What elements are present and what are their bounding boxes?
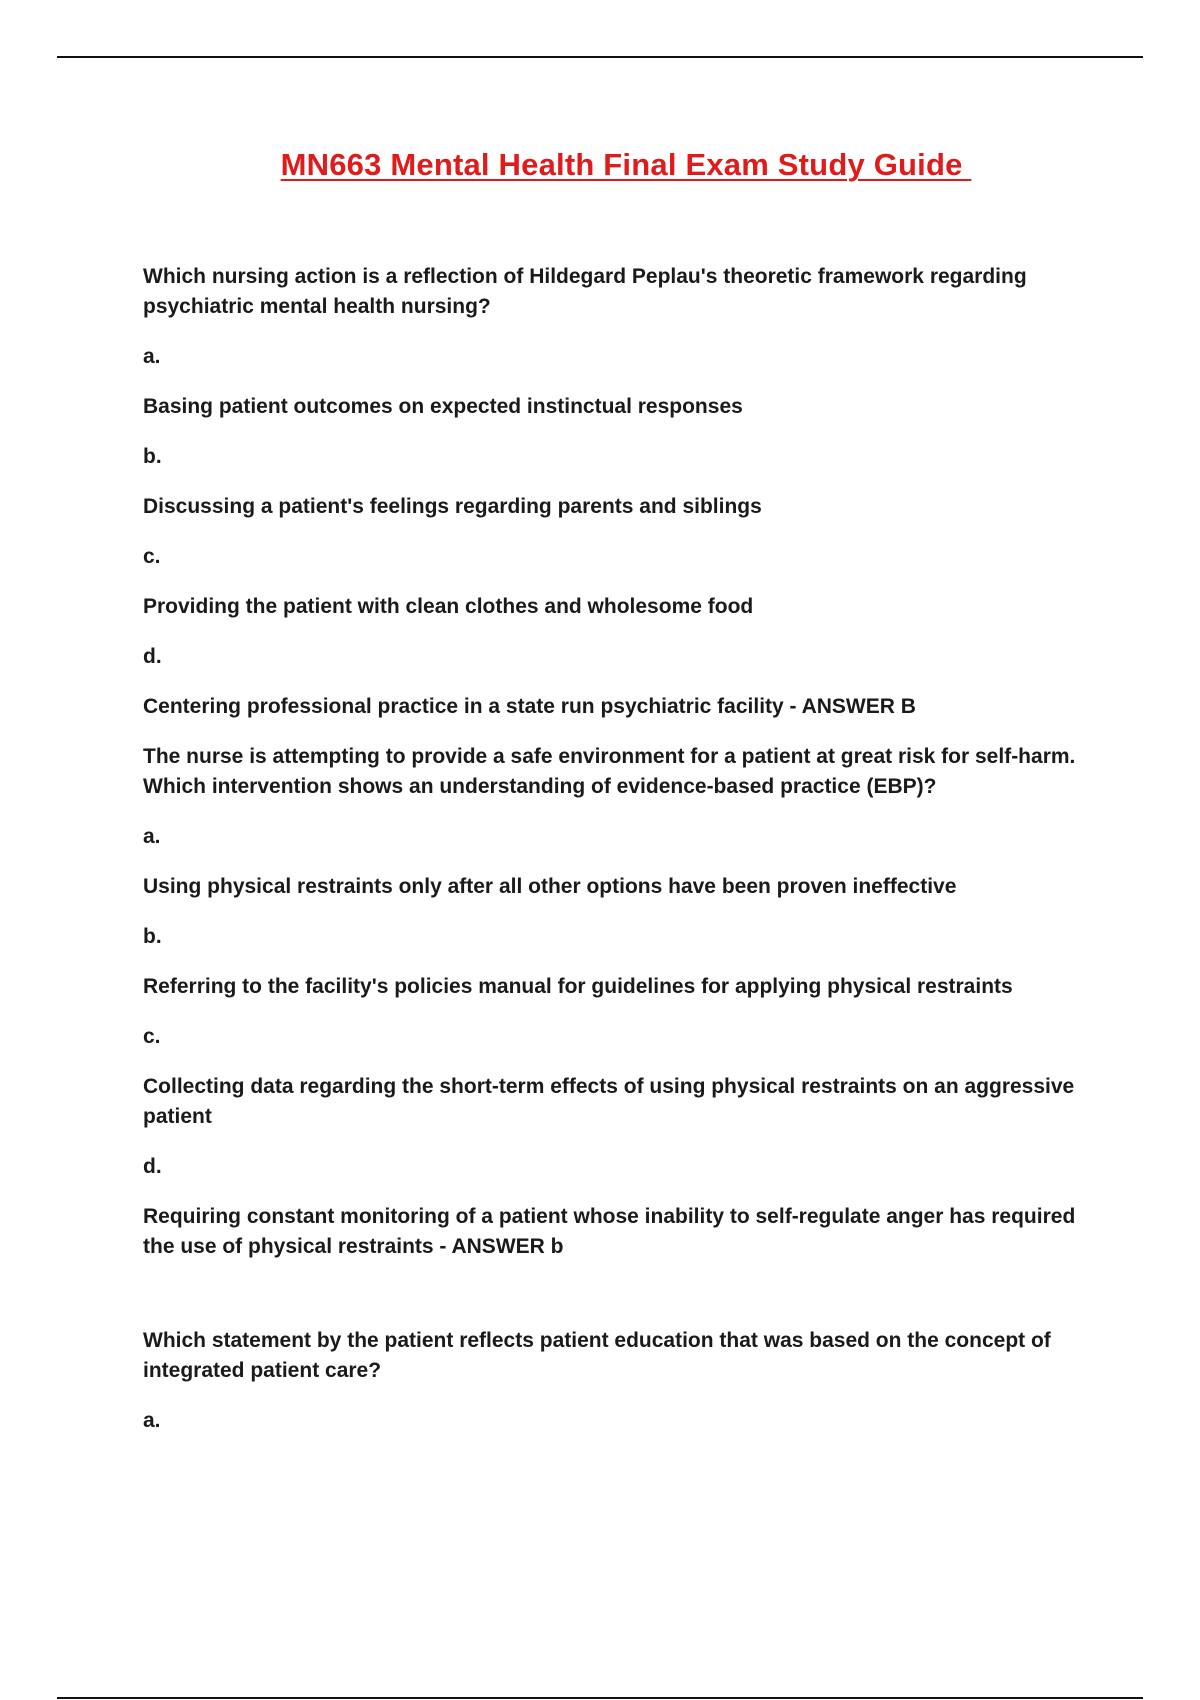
question-3-option-a-letter: a. bbox=[143, 1409, 161, 1432]
question-2-option-a-text: Using physical restraints only after all other options have been proven ineffective bbox=[143, 875, 957, 898]
question-1-option-d-letter: d. bbox=[143, 645, 162, 668]
question-2-option-c-letter: c. bbox=[143, 1025, 161, 1048]
question-1-option-a-letter: a. bbox=[143, 345, 161, 368]
question-1-option-c-letter: c. bbox=[143, 545, 161, 568]
question-2-text: The nurse is attempting to provide a safe environment for a patient at great risk for self-harm. Which intervention shows an understanding of evidence-based practice (EBP)? bbox=[143, 745, 1076, 798]
header-rule bbox=[57, 56, 1143, 58]
document-body bbox=[143, 262, 1083, 1456]
question-1-option-a-text: Basing patient outcomes on expected instinctual responses bbox=[143, 395, 743, 418]
question-2-option-d-text: Requiring constant monitoring of a patient whose inability to self-regulate anger has required the use of physical restraints - ANSWER b bbox=[143, 1205, 1076, 1258]
question-1-option-c-text: Providing the patient with clean clothes and wholesome food bbox=[143, 595, 754, 618]
question-1-option-b-text: Discussing a patient's feelings regarding parents and siblings bbox=[143, 495, 762, 518]
section-spacer bbox=[143, 1282, 1083, 1326]
question-2-option-b-letter: b. bbox=[143, 925, 162, 948]
footer-rule bbox=[57, 1697, 1143, 1699]
document-title: MN663 Mental Health Final Exam Study Guide bbox=[280, 147, 972, 182]
question-1-text: Which nursing action is a reflection of Hildegard Peplau's theoretic framework regarding psychiatric mental health nursing? bbox=[143, 265, 1027, 318]
question-2-option-d-letter: d. bbox=[143, 1155, 162, 1178]
question-2-option-b-text: Referring to the facility's policies manual for guidelines for applying physical restraints bbox=[143, 975, 1013, 998]
question-1-option-d-text: Centering professional practice in a state run psychiatric facility - ANSWER B bbox=[143, 695, 916, 718]
question-3-text: Which statement by the patient reflects patient education that was based on the concept of integrated patient care? bbox=[143, 1329, 1051, 1382]
question-1-option-b-letter: b. bbox=[143, 445, 162, 468]
question-2-option-a-letter: a. bbox=[143, 825, 161, 848]
question-2-option-c-text: Collecting data regarding the short-term effects of using physical restraints on an aggressive patient bbox=[143, 1075, 1075, 1128]
